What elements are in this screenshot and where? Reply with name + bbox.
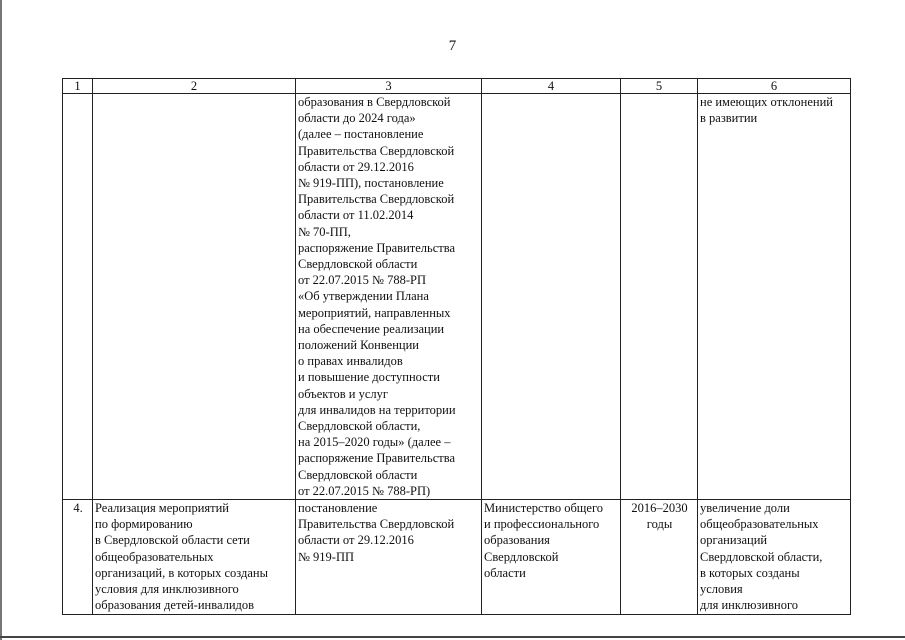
- result-cell: увеличение доли общеобразовательных организаций Свердловской области, в которых созданы условия для инклюзивного: [698, 500, 851, 614]
- measures-table: [62, 78, 851, 615]
- executor-cell: Министерство общего и профессионального образования Свердловской области: [482, 500, 621, 614]
- term-cell: [621, 94, 698, 500]
- executor-cell: [482, 94, 621, 500]
- table-header-row: [63, 79, 851, 94]
- table-row: [63, 500, 851, 614]
- header-col-6: 6: [698, 79, 851, 94]
- scan-bottom-edge: [0, 636, 905, 638]
- basis-cell: образования в Свердловской области до 2024 года» (далее – постановление Правительства Свердловской области от 29.12.2016 № 919-ПП), постановление Правительства Свердловской области от 11.02.2014 № 70-ПП, распоряжение Правительства Свердловской области от 22.07.2015 № 788-РП «Об утверждении Плана мероприятий, направленных на обеспечение реализации положений Конвенции о правах инвалидов и повышение доступности объектов и услуг для инвалидов на территории Свердловской области, на 2015–2020 годы» (далее – распоряжение Правительства Свердловской области от 22.07.2015 № 788-РП): [296, 94, 482, 500]
- measure-cell: [93, 94, 296, 500]
- scan-edge: [0, 0, 2, 640]
- header-col-3: 3: [296, 79, 482, 94]
- header-col-2: 2: [93, 79, 296, 94]
- header-col-5: 5: [621, 79, 698, 94]
- result-cell: не имеющих отклонений в развитии: [698, 94, 851, 500]
- measure-cell: Реализация мероприятий по формированию в Свердловской области сети общеобразовательных организаций, в которых созданы условия для инклюзивного образования детей-инвалидов: [93, 500, 296, 614]
- table-row: [63, 94, 851, 500]
- header-col-4: 4: [482, 79, 621, 94]
- header-col-1: 1: [63, 79, 93, 94]
- page-number: 7: [448, 38, 457, 54]
- row-number: 4.: [63, 500, 93, 614]
- term-cell: 2016–2030 годы: [621, 500, 698, 614]
- row-number: [63, 94, 93, 500]
- basis-cell: постановление Правительства Свердловской области от 29.12.2016 № 919-ПП: [296, 500, 482, 614]
